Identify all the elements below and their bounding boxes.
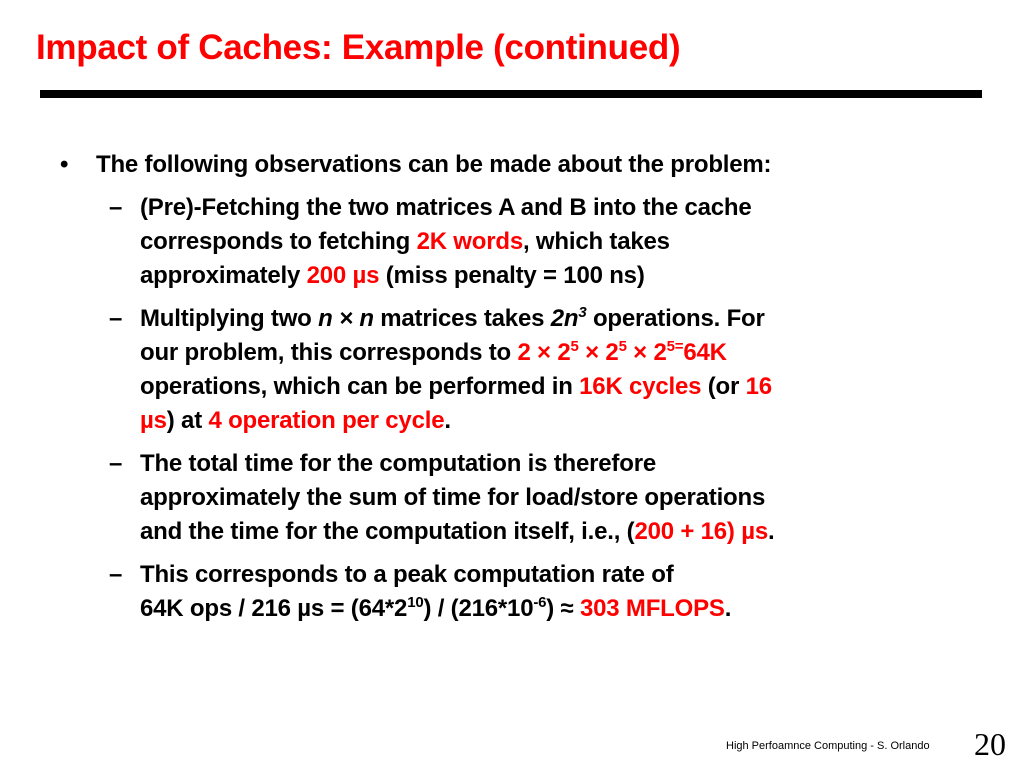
sub-marker: –: [109, 305, 123, 332]
footer-text: High Perfoamnce Computing - S. Orlando: [726, 740, 930, 752]
sub-marker: –: [109, 450, 123, 477]
highlight-mflops: 303 MFLOPS: [580, 595, 725, 622]
sub-marker: –: [109, 194, 123, 221]
bullet-item: [0, 148, 1024, 182]
text-line: (Pre)-Fetching the two matrices A and B into the cache: [140, 194, 752, 221]
text-line: and the time for the computation itself, i.e., (200 + 16) µs.: [140, 518, 775, 545]
highlight-200us: 200 µs: [306, 262, 380, 289]
math-2n3: $2n^3$: [550, 304, 587, 332]
sub-marker: –: [109, 561, 123, 588]
bullet-marker: •: [60, 151, 69, 178]
slide-title: Impact of Caches: Example (continued): [36, 28, 681, 67]
text-line: µs) at 4 operation per cycle.: [140, 407, 451, 434]
highlight-op-count: $2 \times 2^5 \times 2^5 \times 2^{5=}64K$: [517, 338, 727, 366]
sub-item-total-time: [0, 447, 1024, 549]
highlight-us: µs: [140, 407, 167, 434]
sub-item-peak-rate: [0, 558, 1024, 626]
highlight-16k-cycles: 16K cycles: [579, 373, 702, 400]
text-line: corresponds to fetching 2K words, which takes: [140, 228, 670, 255]
highlight-ops-per-cycle: 4 operation per cycle: [208, 407, 445, 434]
bullet-text: The following observations can be made about the problem:: [96, 151, 772, 178]
math-n-times-n: n × n: [318, 305, 374, 332]
text-line: approximately 200 µs (miss penalty = 100 ns): [140, 262, 645, 289]
highlight-2k-words: 2K words: [416, 228, 523, 255]
slide-body: [0, 148, 1024, 626]
title-divider: [40, 90, 982, 98]
text-line: This corresponds to a peak computation rate of: [140, 561, 674, 588]
text-line: The total time for the computation is therefore: [140, 450, 656, 477]
text-line: 64K ops / 216 $\mu s = (64*2^{10}) / (216*10^{-6}) \approx 303$ MFLOPS.: [140, 594, 732, 622]
highlight-16: 16: [745, 373, 772, 400]
sub-item-multiply: [0, 302, 1024, 438]
text-line: operations, which can be performed in 16K cycles (or 16: [140, 373, 772, 400]
text-line: our problem, this corresponds to $2 \times 2^5 \times 2^5 \times 2^{5=}64K$: [140, 338, 727, 366]
sub-item-prefetch: [0, 191, 1024, 293]
text-line: Multiplying two n × n matrices takes $2n^3$ operations. For: [140, 304, 765, 332]
text-line: approximately the sum of time for load/store operations: [140, 484, 766, 511]
page-number: 20: [974, 726, 1006, 762]
highlight-total-time: 200 + 16) µs: [634, 518, 768, 545]
